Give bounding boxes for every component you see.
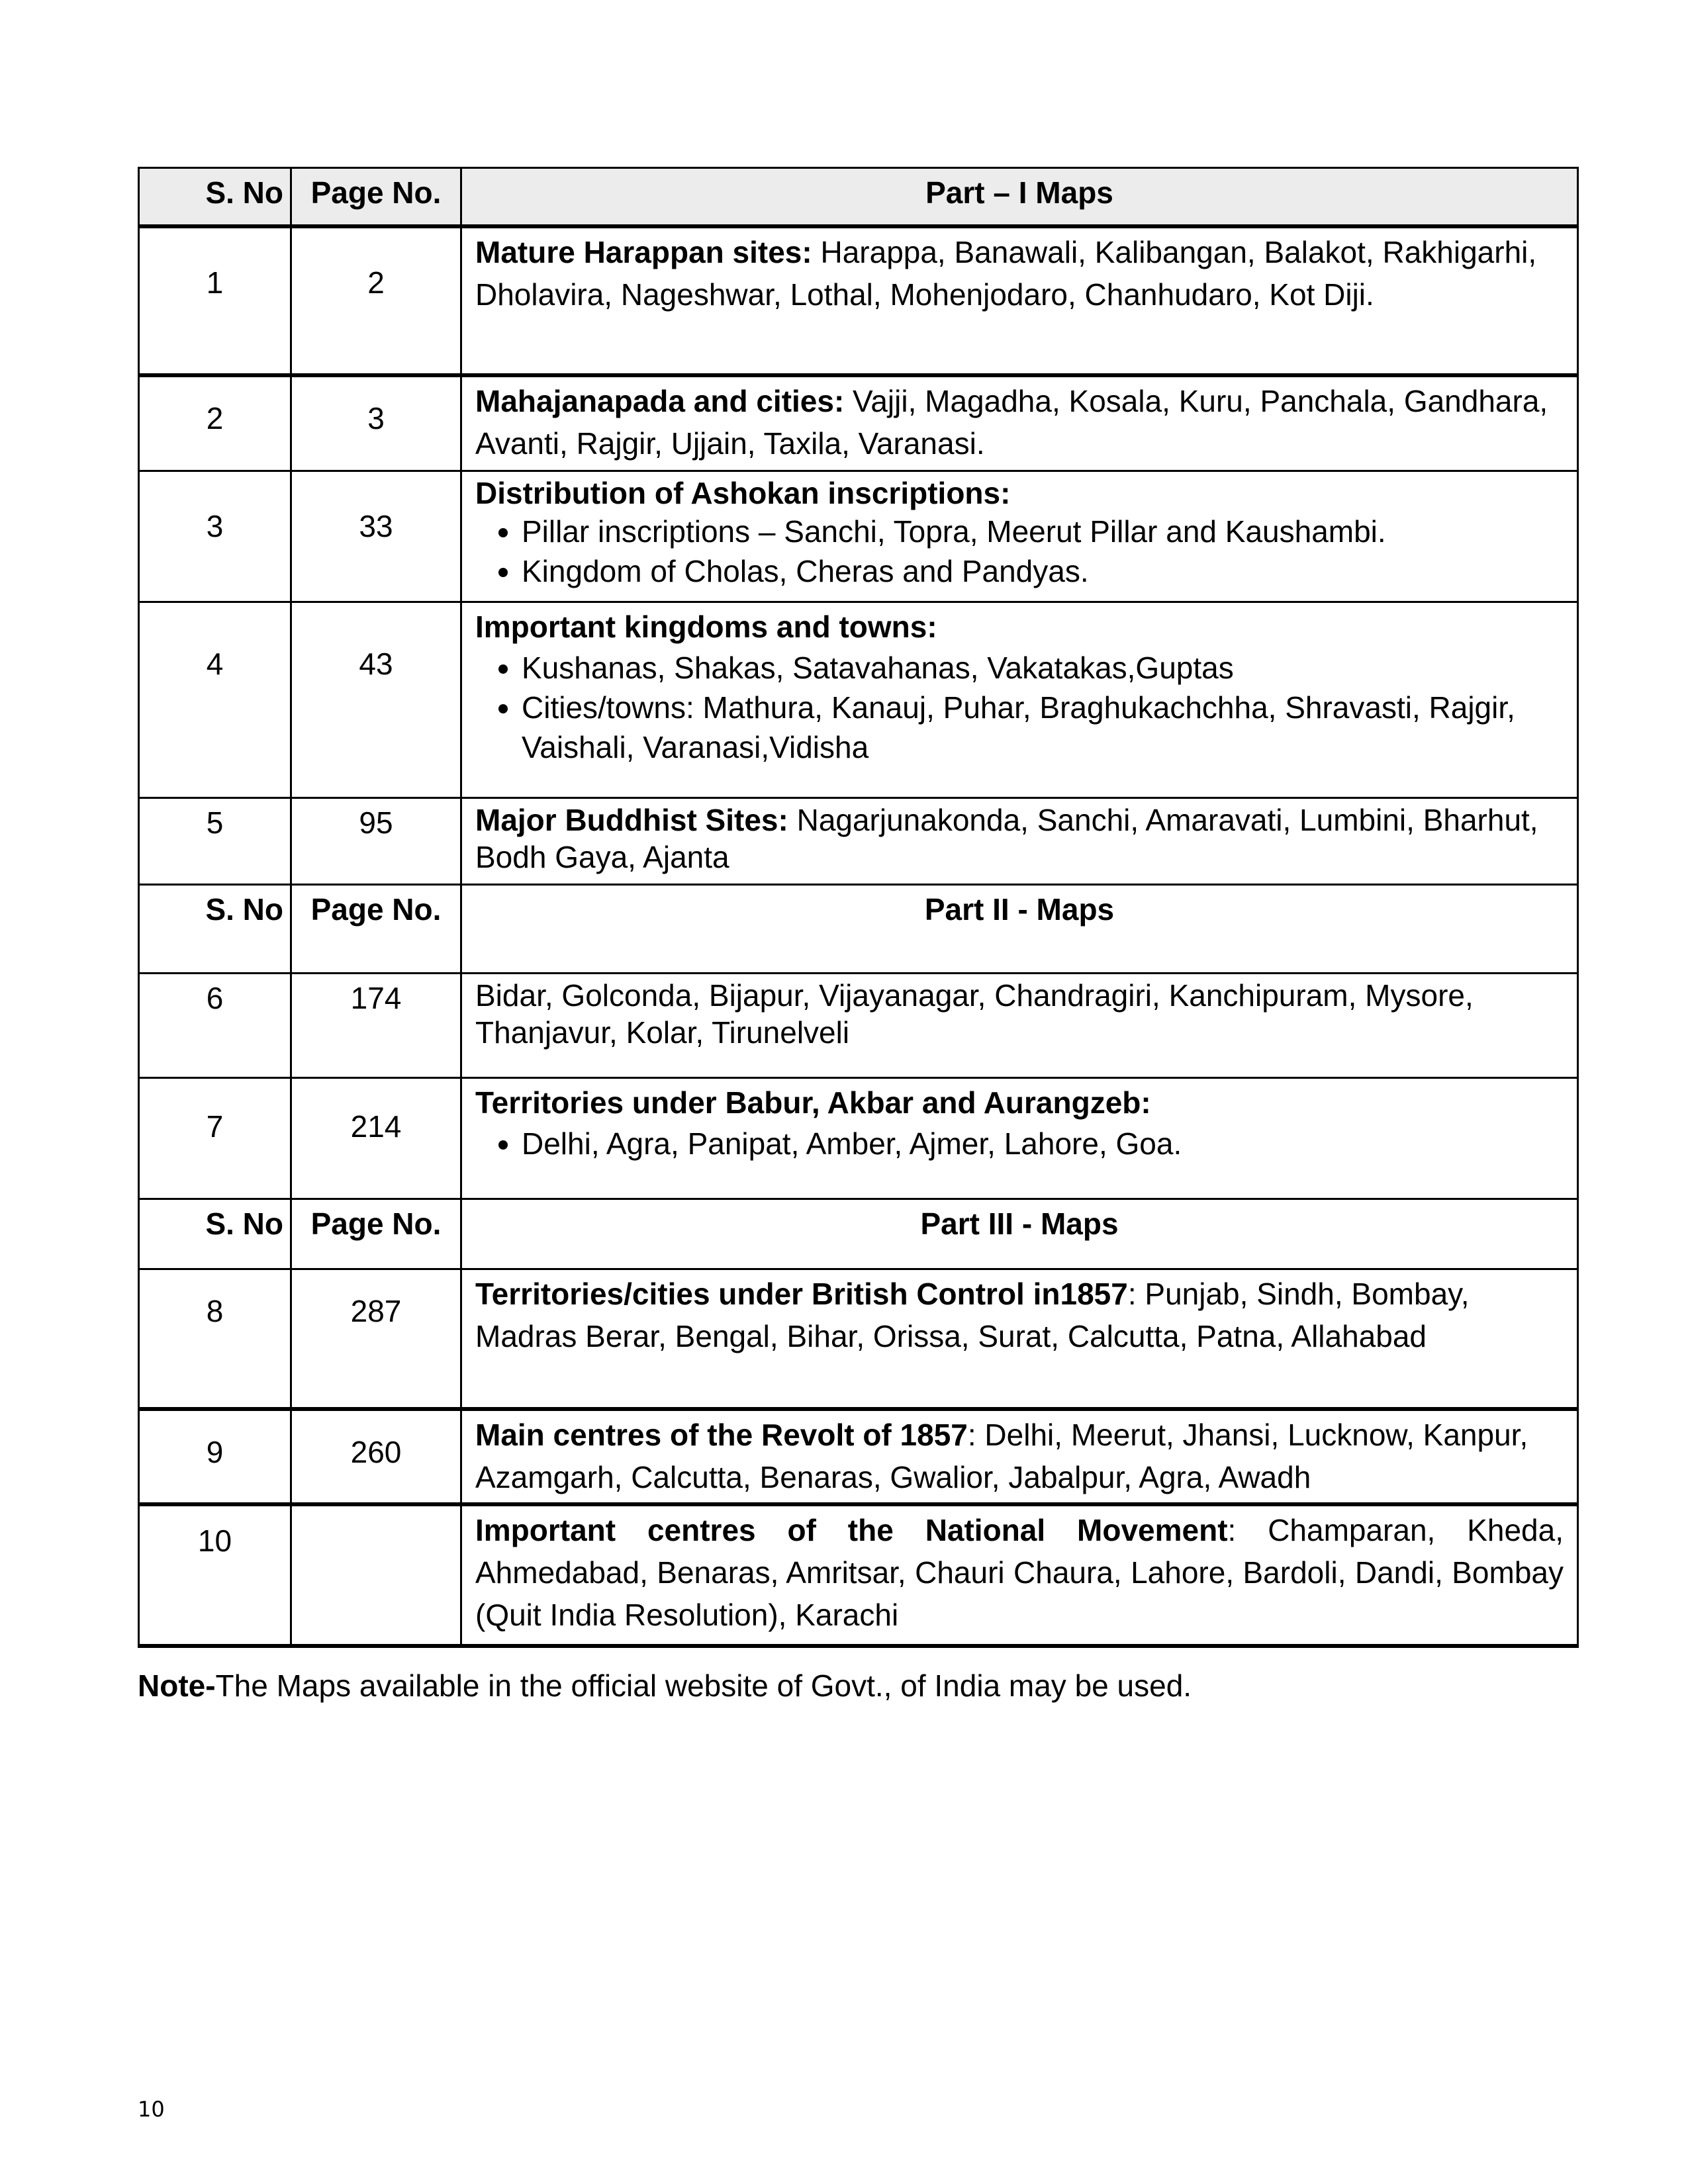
table-row bbox=[139, 1409, 1578, 1504]
row-title: Mahajanapada and cities: bbox=[475, 383, 845, 418]
bullet-item: • Kushanas, Shakas, Satavahanas, Vakatakas,Guptas bbox=[522, 648, 1564, 688]
row-text: Nagarjunakonda, Sanchi, Amaravati, Lumbini, Bharhut, Bodh Gaya, Ajanta bbox=[475, 803, 1538, 874]
page-cell: 214 bbox=[291, 1078, 461, 1199]
sno-cell: 6 bbox=[139, 974, 291, 1078]
page-cell: 287 bbox=[291, 1269, 461, 1409]
note-text: The Maps available in the official website of Govt., of India may be used. bbox=[215, 1668, 1192, 1703]
row-text: Harappa, Banawali, Kalibangan, Balakot, Rakhigarhi, Dholavira, Nageshwar, Lothal, Mohenjodaro, Chanhudaro, Kot Diji. bbox=[475, 234, 1537, 312]
content-cell bbox=[461, 375, 1578, 471]
header-row-part1 bbox=[139, 168, 1578, 226]
header-sno: S. No bbox=[139, 1199, 291, 1269]
content-cell bbox=[461, 1269, 1578, 1409]
table-row bbox=[139, 1269, 1578, 1409]
row-title: Distribution of Ashokan inscriptions: bbox=[475, 476, 1011, 510]
header-part1: Part – I Maps bbox=[461, 168, 1578, 226]
sno-cell: 5 bbox=[139, 798, 291, 885]
page-cell: 43 bbox=[291, 602, 461, 798]
page-cell: 174 bbox=[291, 974, 461, 1078]
content-cell bbox=[461, 602, 1578, 798]
row-title: Territories under Babur, Akbar and Aurangzeb: bbox=[475, 1085, 1151, 1120]
sno-cell: 9 bbox=[139, 1409, 291, 1504]
row-text: : Delhi, Meerut, Jhansi, Lucknow, Kanpur, Azamgarh, Calcutta, Benaras, Gwalior, Jabalpur, Agra, Awadh bbox=[475, 1417, 1528, 1494]
sno-cell: 1 bbox=[139, 226, 291, 375]
content-cell bbox=[461, 1078, 1578, 1199]
table-row bbox=[139, 226, 1578, 375]
header-part3: Part III - Maps bbox=[461, 1199, 1578, 1269]
header-part2: Part II - Maps bbox=[461, 885, 1578, 974]
table-row bbox=[139, 1504, 1578, 1646]
row-title: Major Buddhist Sites: bbox=[475, 803, 788, 837]
header-row-part2 bbox=[139, 885, 1578, 974]
header-sno: S. No bbox=[139, 885, 291, 974]
bullet-item: • Kingdom of Cholas, Cheras and Pandyas. bbox=[522, 551, 1564, 591]
maps-table bbox=[138, 167, 1579, 1648]
row-title: Territories/cities under British Control in1857 bbox=[475, 1277, 1128, 1311]
page-cell: 260 bbox=[291, 1409, 461, 1504]
bullet-item: • Delhi, Agra, Panipat, Amber, Ajmer, Lahore, Goa. bbox=[522, 1124, 1564, 1163]
table-row bbox=[139, 798, 1578, 885]
content-cell bbox=[461, 471, 1578, 602]
content-cell bbox=[461, 798, 1578, 885]
sno-cell: 10 bbox=[139, 1504, 291, 1646]
sno-cell: 4 bbox=[139, 602, 291, 798]
sno-cell: 2 bbox=[139, 375, 291, 471]
row-title: Mature Harappan sites: bbox=[475, 234, 812, 269]
content-cell bbox=[461, 1409, 1578, 1504]
row-title: Important centres of the National Movement bbox=[475, 1512, 1228, 1547]
bullet-item: • Pillar inscriptions – Sanchi, Topra, Meerut Pillar and Kaushambi. bbox=[522, 512, 1564, 551]
header-row-part3 bbox=[139, 1199, 1578, 1269]
table-row bbox=[139, 375, 1578, 471]
row-text: : Punjab, Sindh, Bombay, Madras Berar, Bengal, Bihar, Orissa, Surat, Calcutta, Patna, Allahabad bbox=[475, 1277, 1470, 1353]
row-title: Important kingdoms and towns: bbox=[475, 610, 937, 644]
header-page: Page No. bbox=[291, 1199, 461, 1269]
header-page: Page No. bbox=[291, 885, 461, 974]
note bbox=[138, 1668, 1192, 1704]
header-sno: S. No bbox=[139, 168, 291, 226]
row-text: Vajji, Magadha, Kosala, Kuru, Panchala, Gandhara, Avanti, Rajgir, Ujjain, Taxila, Varanasi. bbox=[475, 383, 1548, 461]
page-number: 10 bbox=[138, 2097, 165, 2122]
page-cell: 2 bbox=[291, 226, 461, 375]
page-cell: 95 bbox=[291, 798, 461, 885]
sno-cell: 7 bbox=[139, 1078, 291, 1199]
header-page: Page No. bbox=[291, 168, 461, 226]
page-cell bbox=[291, 1504, 461, 1646]
page-cell: 3 bbox=[291, 375, 461, 471]
table-row bbox=[139, 602, 1578, 798]
row-title: Main centres of the Revolt of 1857 bbox=[475, 1417, 968, 1452]
sno-cell: 8 bbox=[139, 1269, 291, 1409]
table-row bbox=[139, 471, 1578, 602]
content-cell bbox=[461, 974, 1578, 1078]
table-row bbox=[139, 974, 1578, 1078]
bullet-item: • Cities/towns: Mathura, Kanauj, Puhar, Braghukachchha, Shravasti, Rajgir, Vaishali, Varanasi,Vidisha bbox=[522, 688, 1564, 767]
page-cell: 33 bbox=[291, 471, 461, 602]
row-text: : Champaran, Kheda, Ahmedabad, Benaras, Amritsar, Chauri Chaura, Lahore, Bardoli, Dandi, Bombay (Quit India Resolution), Karachi bbox=[475, 1512, 1564, 1632]
content-cell bbox=[461, 226, 1578, 375]
row-text: Bidar, Golconda, Bijapur, Vijayanagar, Chandragiri, Kanchipuram, Mysore, Thanjavur, Kolar, Tirunelveli bbox=[475, 978, 1474, 1050]
note-label: Note- bbox=[138, 1668, 216, 1703]
sno-cell: 3 bbox=[139, 471, 291, 602]
table-row bbox=[139, 1078, 1578, 1199]
content-cell bbox=[461, 1504, 1578, 1646]
